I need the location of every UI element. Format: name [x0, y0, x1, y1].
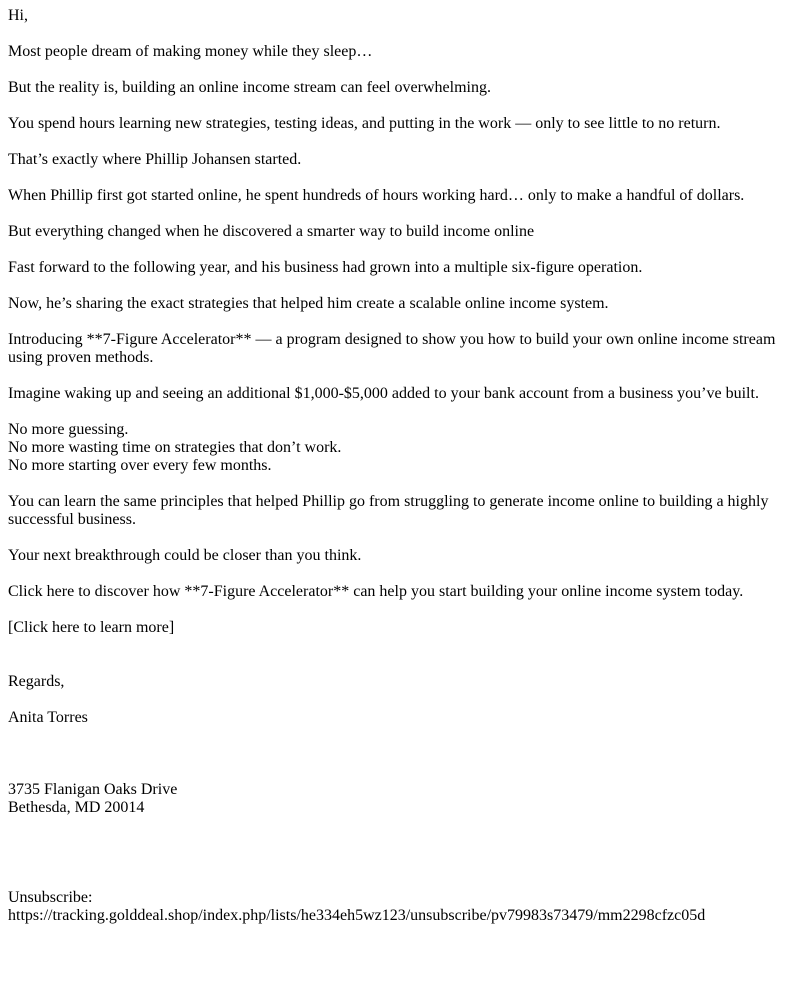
sender-name: Anita Torres [8, 709, 88, 726]
paragraph-breakthrough: Your next breakthrough could be closer than you think. [8, 547, 362, 564]
paragraph-dream: Most people dream of making money while they sleep… [8, 43, 373, 60]
paragraph-reality: But the reality is, building an online income stream can feel overwhelming. [8, 79, 491, 96]
address-street: 3735 Flanigan Oaks Drive [8, 781, 178, 798]
paragraph-phillip-first: When Phillip first got started online, he spent hundreds of hours working hard… only to make a handful of dollars. [8, 187, 745, 204]
paragraph-phillip-start: That’s exactly where Phillip Johansen started. [8, 151, 302, 168]
spacer [8, 655, 792, 673]
unsubscribe-url[interactable]: https://tracking.golddeal.shop/index.php/lists/he334eh5wz123/unsubscribe/pv79983s73479/mm2298cfzc05d [8, 907, 706, 924]
paragraph-principles: You can learn the same principles that helped Phillip go from struggling to generate income online to building a highly successful business. [8, 493, 769, 528]
no-more-guessing: No more guessing. [8, 421, 129, 438]
paragraph-fast-forward: Fast forward to the following year, and his business had grown into a multiple six-figure operation. [8, 259, 643, 276]
unsubscribe-block [8, 889, 792, 925]
paragraph-introducing: Introducing **7-Figure Accelerator** — a program designed to show you how to build your own online income stream using proven methods. [8, 331, 776, 366]
spacer [8, 835, 792, 889]
greeting: Hi, [8, 7, 28, 24]
postal-address [8, 781, 792, 817]
closing: Regards, [8, 673, 65, 690]
spacer [8, 745, 792, 781]
no-more-list [8, 421, 792, 475]
paragraph-hours: You spend hours learning new strategies, testing ideas, and putting in the work — only to see little to no return. [8, 115, 721, 132]
paragraph-click-here: Click here to discover how **7-Figure Accelerator** can help you start building your online income system today. [8, 583, 744, 600]
learn-more-link[interactable]: [Click here to learn more] [8, 619, 175, 636]
paragraph-sharing: Now, he’s sharing the exact strategies that helped him create a scalable online income system. [8, 295, 609, 312]
cta-paragraph [8, 619, 792, 637]
no-more-wasting: No more wasting time on strategies that don’t work. [8, 439, 342, 456]
address-city: Bethesda, MD 20014 [8, 799, 145, 816]
paragraph-imagine: Imagine waking up and seeing an additional $1,000-$5,000 added to your bank account from a business you’ve built. [8, 385, 759, 402]
paragraph-changed: But everything changed when he discovered a smarter way to build income online [8, 223, 535, 240]
no-more-starting-over: No more starting over every few months. [8, 457, 272, 474]
unsubscribe-label: Unsubscribe: [8, 889, 93, 906]
